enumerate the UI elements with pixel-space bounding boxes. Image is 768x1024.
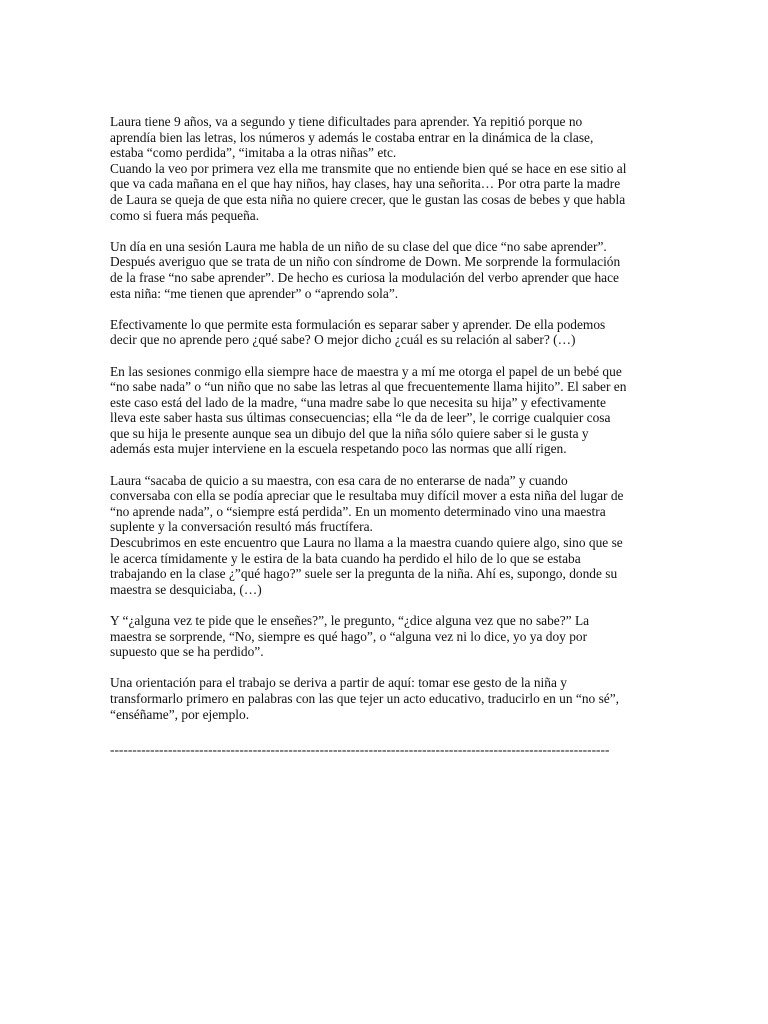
paragraph-6 bbox=[110, 613, 660, 660]
text-line: Descubrimos en este encuentro que Laura no llama a la maestra cuando quiere algo, sino que se bbox=[110, 535, 623, 551]
text-line: le acerca tímidamente y le estira de la bata cuando ha perdido el hilo de lo que se estaba bbox=[110, 550, 581, 566]
text-line: transformarlo primero en palabras con las que tejer un acto educativo, traducirlo en un “no sé”, bbox=[110, 690, 620, 706]
text-line: estaba “como perdida”, “imitaba a la otras niñas” etc. bbox=[110, 145, 397, 161]
document-page bbox=[110, 114, 660, 758]
paragraph-7 bbox=[110, 675, 660, 722]
paragraph-5 bbox=[110, 473, 660, 598]
text-line: además esta mujer interviene en la escuela respetando poco las normas que allí rigen. bbox=[110, 441, 567, 457]
text-line: “no sabe nada” o “un niño que no sabe las letras al que frecuentemente llama hijito”. El saber en bbox=[110, 379, 627, 395]
text-line: trabajando en la clase ¿”qué hago?” suele ser la pregunta de la niña. Ahí es, supongo, donde su bbox=[110, 566, 618, 582]
text-line: decir que no aprende pero ¿qué sabe? O mejor dicho ¿cuál es su relación al saber? (…) bbox=[110, 332, 576, 348]
text-line: Laura tiene 9 años, va a segundo y tiene dificultades para aprender. Ya repitió porque no bbox=[110, 114, 583, 129]
text-line: supuesto que se ha perdido”. bbox=[110, 644, 264, 660]
paragraph-2 bbox=[110, 239, 660, 301]
text-line: lleva este saber hasta sus últimas consecuencias; ella “le da de leer”, le corrige cualquier cosa bbox=[110, 410, 611, 426]
paragraph-4 bbox=[110, 364, 660, 458]
text-line: este caso está del lado de la madre, “una madre sabe lo que necesita su hija” y efectivamente bbox=[110, 394, 606, 410]
text-line: que va cada mañana en el que hay niños, hay clases, hay una señorita… Por otra parte la madre bbox=[110, 176, 621, 192]
text-line: Laura “sacaba de quicio a su maestra, con esa cara de no enterarse de nada” y cuando bbox=[110, 472, 568, 488]
text-line: Efectivamente lo que permite esta formulación es separar saber y aprender. De ella podemos bbox=[110, 316, 606, 332]
dashed-divider: ---------------------------------------------------------------------------------------------------------------- bbox=[110, 742, 610, 758]
paragraph-1 bbox=[110, 114, 660, 223]
text-line: conversaba con ella se podía apreciar que le resultaba muy difícil mover a esta niña del lugar de bbox=[110, 488, 624, 504]
text-line: “no aprende nada”, o “siempre está perdida”. En un momento determinado vino una maestra bbox=[110, 503, 606, 519]
text-line: Una orientación para el trabajo se deriva a partir de aquí: tomar ese gesto de la niña y bbox=[110, 675, 567, 691]
text-line: de la frase “no sabe aprender”. De hecho es curiosa la modulación del verbo aprender que hace bbox=[110, 269, 619, 285]
text-line: “enséñame”, por ejemplo. bbox=[110, 706, 250, 722]
text-line: esta niña: “me tienen que aprender” o “aprendo sola”. bbox=[110, 285, 399, 301]
text-line: suplente y la conversación resultó más fructífera. bbox=[110, 519, 373, 535]
text-line: En las sesiones conmigo ella siempre hace de maestra y a mí me otorga el papel de un bebé que bbox=[110, 363, 622, 379]
paragraph-3 bbox=[110, 317, 660, 348]
text-line: Y “¿alguna vez te pide que le enseñes?”, le pregunto, “¿dice alguna vez que no sabe?” La bbox=[110, 613, 590, 628]
text-line: de Laura se queja de que esta niña no quiere crecer, que le gustan las cosas de bebes y que habla bbox=[110, 191, 626, 207]
text-line: aprendía bien las letras, los números y además le costaba entrar en la dinámica de la clase, bbox=[110, 129, 594, 145]
text-line: que su hija le presente aunque sea un dibujo del que la niña sólo quiere saber si le gusta y bbox=[110, 425, 589, 441]
text-line: como si fuera más pequeña. bbox=[110, 207, 260, 223]
text-line: maestra se desquiciaba, (…) bbox=[110, 581, 262, 597]
text-line: Un día en una sesión Laura me habla de un niño de su clase del que dice “no sabe aprender”. bbox=[110, 238, 607, 254]
text-line: Después averiguo que se trata de un niño con síndrome de Down. Me sorprende la formulación bbox=[110, 254, 621, 270]
text-line: Cuando la veo por primera vez ella me transmite que no entiende bien qué se hace en ese sitio al bbox=[110, 160, 627, 176]
text-line: maestra se sorprende, “No, siempre es qué hago”, o “alguna vez ni lo dice, yo ya doy por bbox=[110, 628, 588, 644]
